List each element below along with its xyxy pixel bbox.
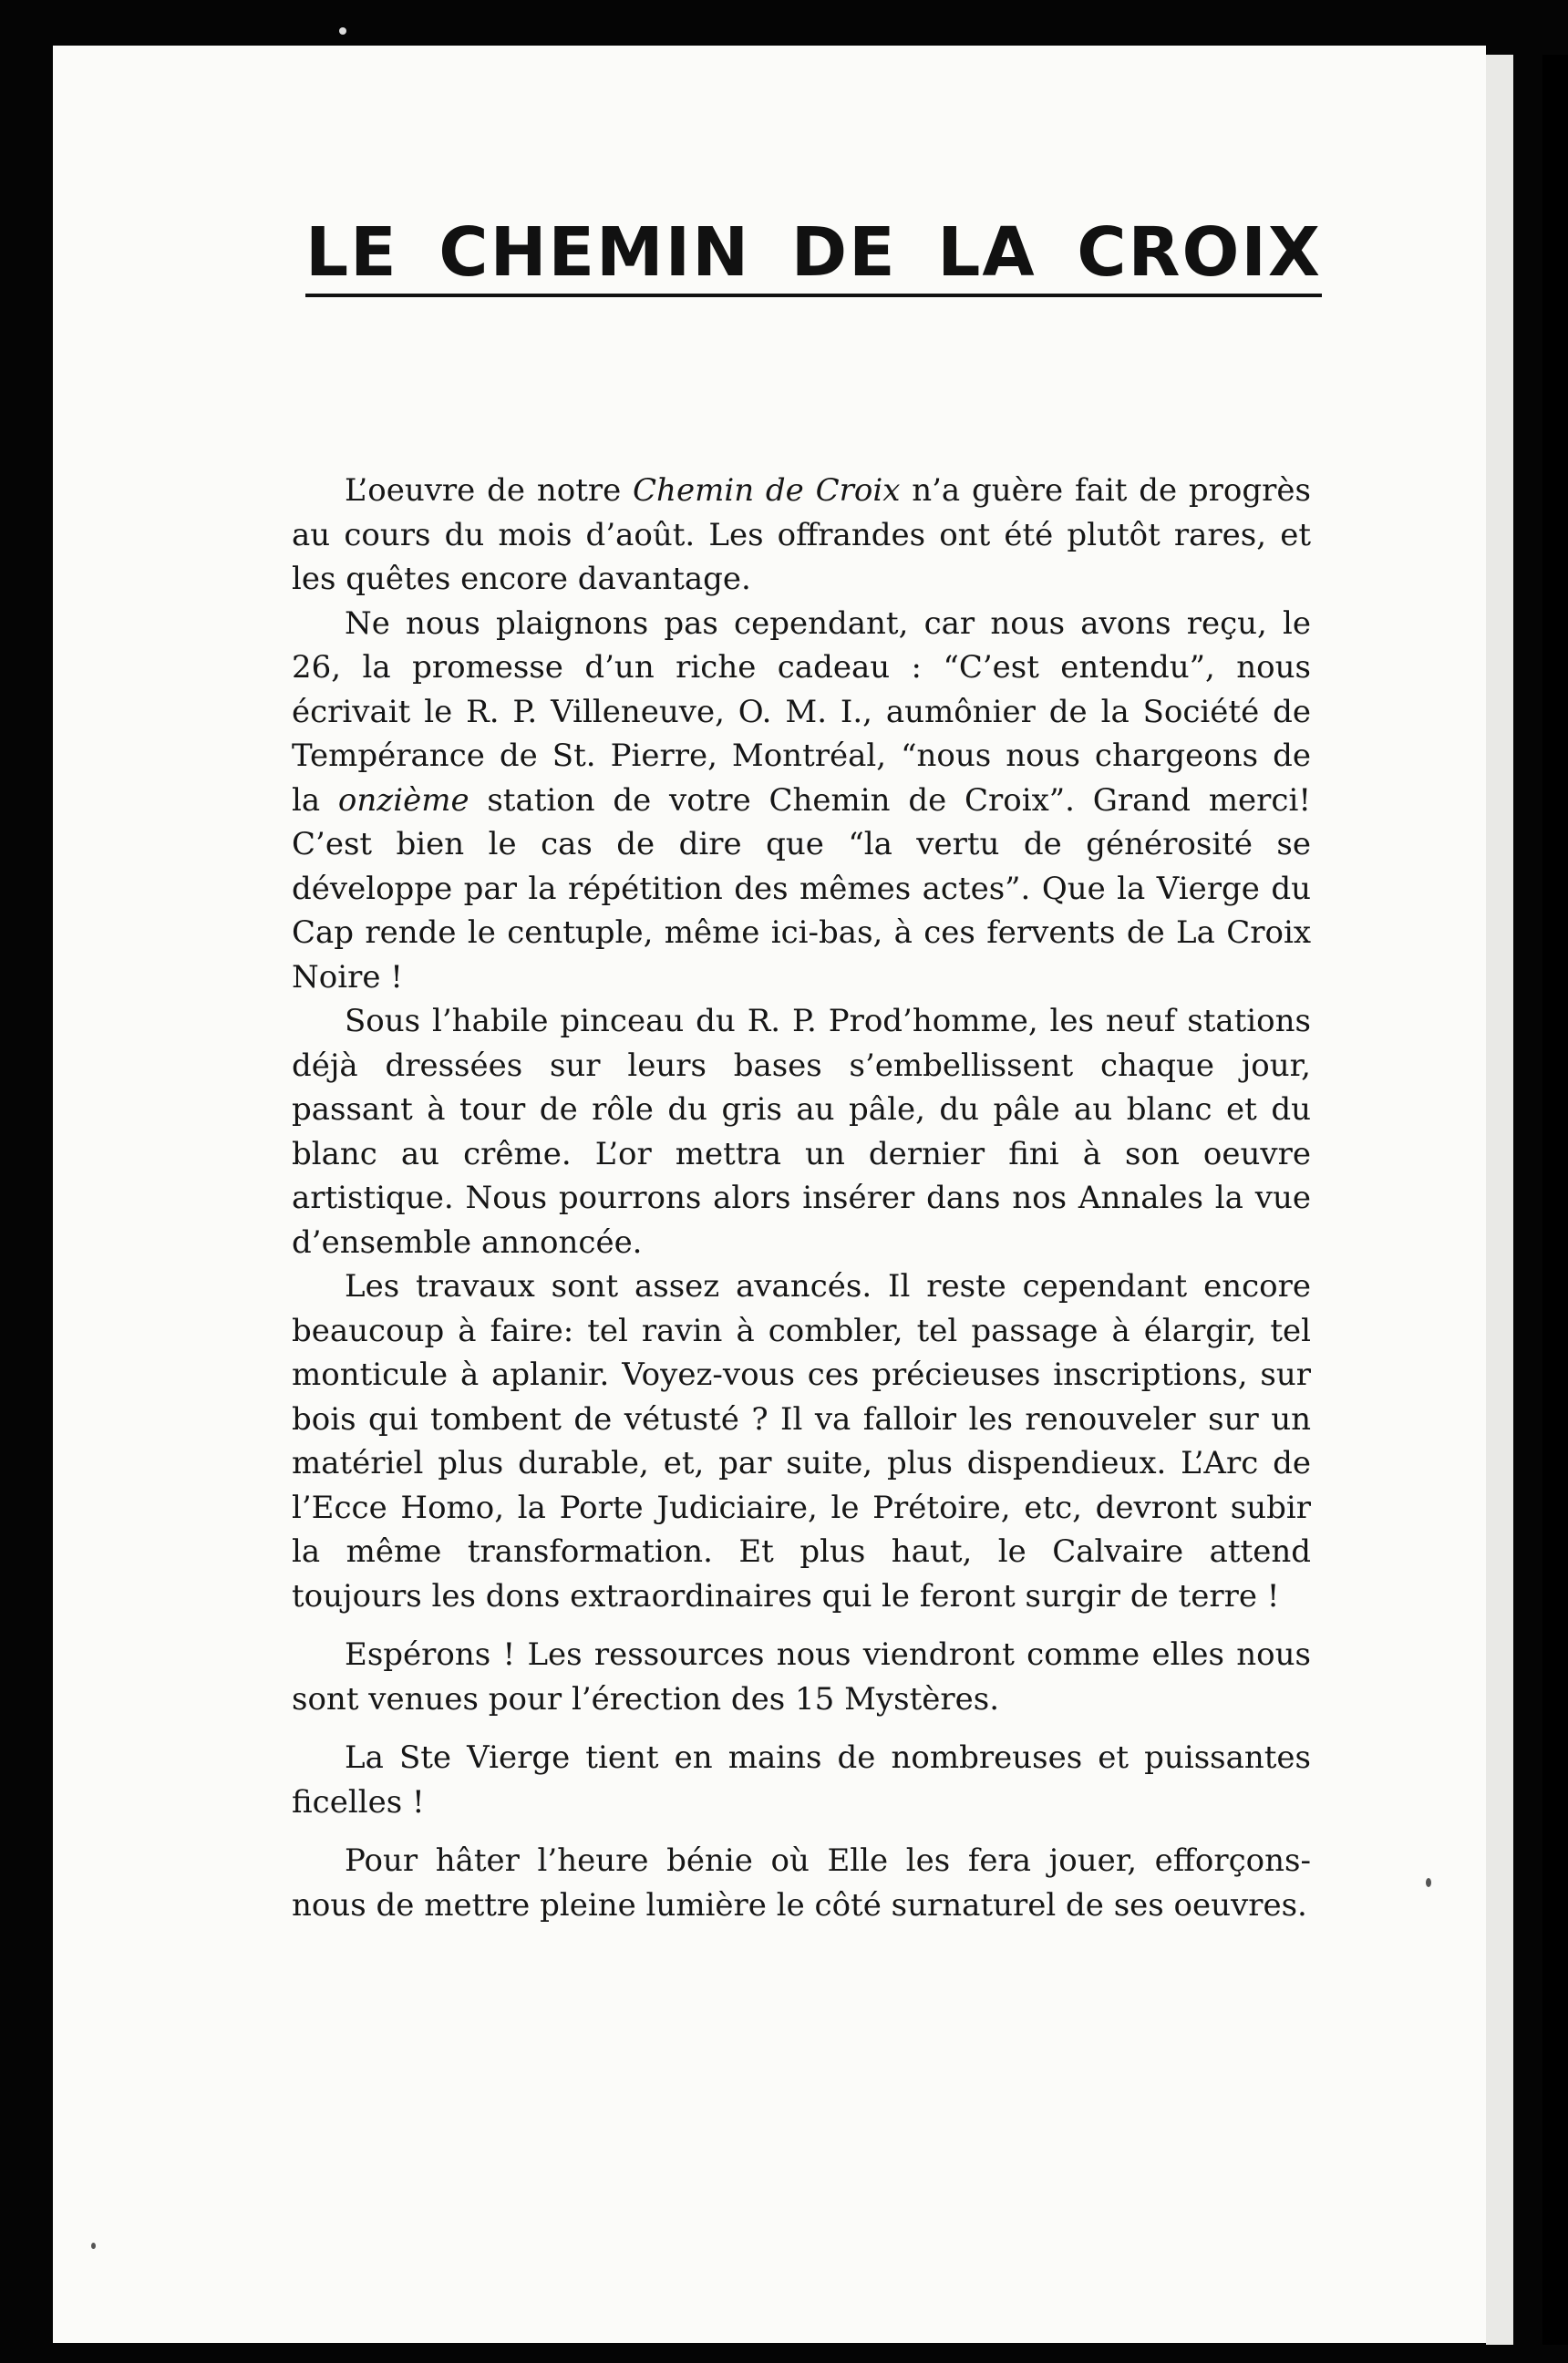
paragraph-4: Les travaux sont assez avancés. Il reste cependant encore beaucoup à faire: tel ravin à combler, tel passage à élargir, tel monticule à aplanir. Voyez-vous ces précieuses inscriptions, sur bois qui tombent de vétusté ? Il va falloir les renouveler sur un matériel plus durable, et, par suite, plus dispendieux. L’Arc de l’Ecce Homo, la Porte Judiciaire, le Prétoire, etc, devront subir la même transformation. Et plus haut, le Calvaire attend toujours les dons extraordinaires qui le feront surgir de terre ! [292,1268,1311,1615]
page-title: LE CHEMIN DE LA CROIX [305,213,1322,292]
paragraph-5: Espérons ! Les ressources nous viendront comme elles nous sont venues pour l’érection des 15 Mystères. [292,1636,1311,1718]
paragraph-7: Pour hâter l’heure bénie où Elle les fera jouer, efforçons-nous de mettre pleine lumière le côté surnaturel de ses oeuvres. [292,1842,1311,1924]
page-edge [1486,55,1513,2345]
scan-speck [339,27,346,35]
paragraph-1: L’oeuvre de notre Chemin de Croix n’a guère fait de progrès au cours du mois d’août. Les offrandes ont été plutôt rares, et les quêtes encore davantage. [292,472,1311,597]
paragraph-3: Sous l’habile pinceau du R. P. Prod’homme, les neuf stations déjà dressées sur leurs bases s’embellissent chaque jour, passant à tour de rôle du gris au pâle, du pâle au blanc et du blanc au crême. L’or mettra un dernier fini à son oeuvre artistique. Nous pourrons alors insérer dans nos Annales la vue d’ensemble annoncée. [292,1003,1311,1261]
scan-speck [91,2243,96,2249]
title-underline [305,294,1322,297]
italic-term: onzième [337,781,469,819]
paragraph-6: La Ste Vierge tient en mains de nombreuses et puissantes ficelles ! [292,1739,1311,1821]
article-body [292,469,1311,1927]
italic-term: Chemin de Croix [633,472,901,509]
paragraph-2: Ne nous plaignons pas cependant, car nous avons reçu, le 26, la promesse d’un riche cadeau : “C’est entendu”, nous écrivait le R. P. Villeneuve, O. M. I., aumônier de la Société de Tempérance de St. Pierre, Montréal, “nous nous chargeons de la onzième station de votre Chemin de Croix”. Grand merci! C’est bien le cas de dire que “la vertu de générosité se développe par la répétition des mêmes actes”. Que la Vierge du Cap rende le centuple, même ici-bas, à ces fervents de La Croix Noire ! [292,604,1312,996]
scan-border [1542,55,1568,2345]
scan-speck [1426,1878,1431,1887]
